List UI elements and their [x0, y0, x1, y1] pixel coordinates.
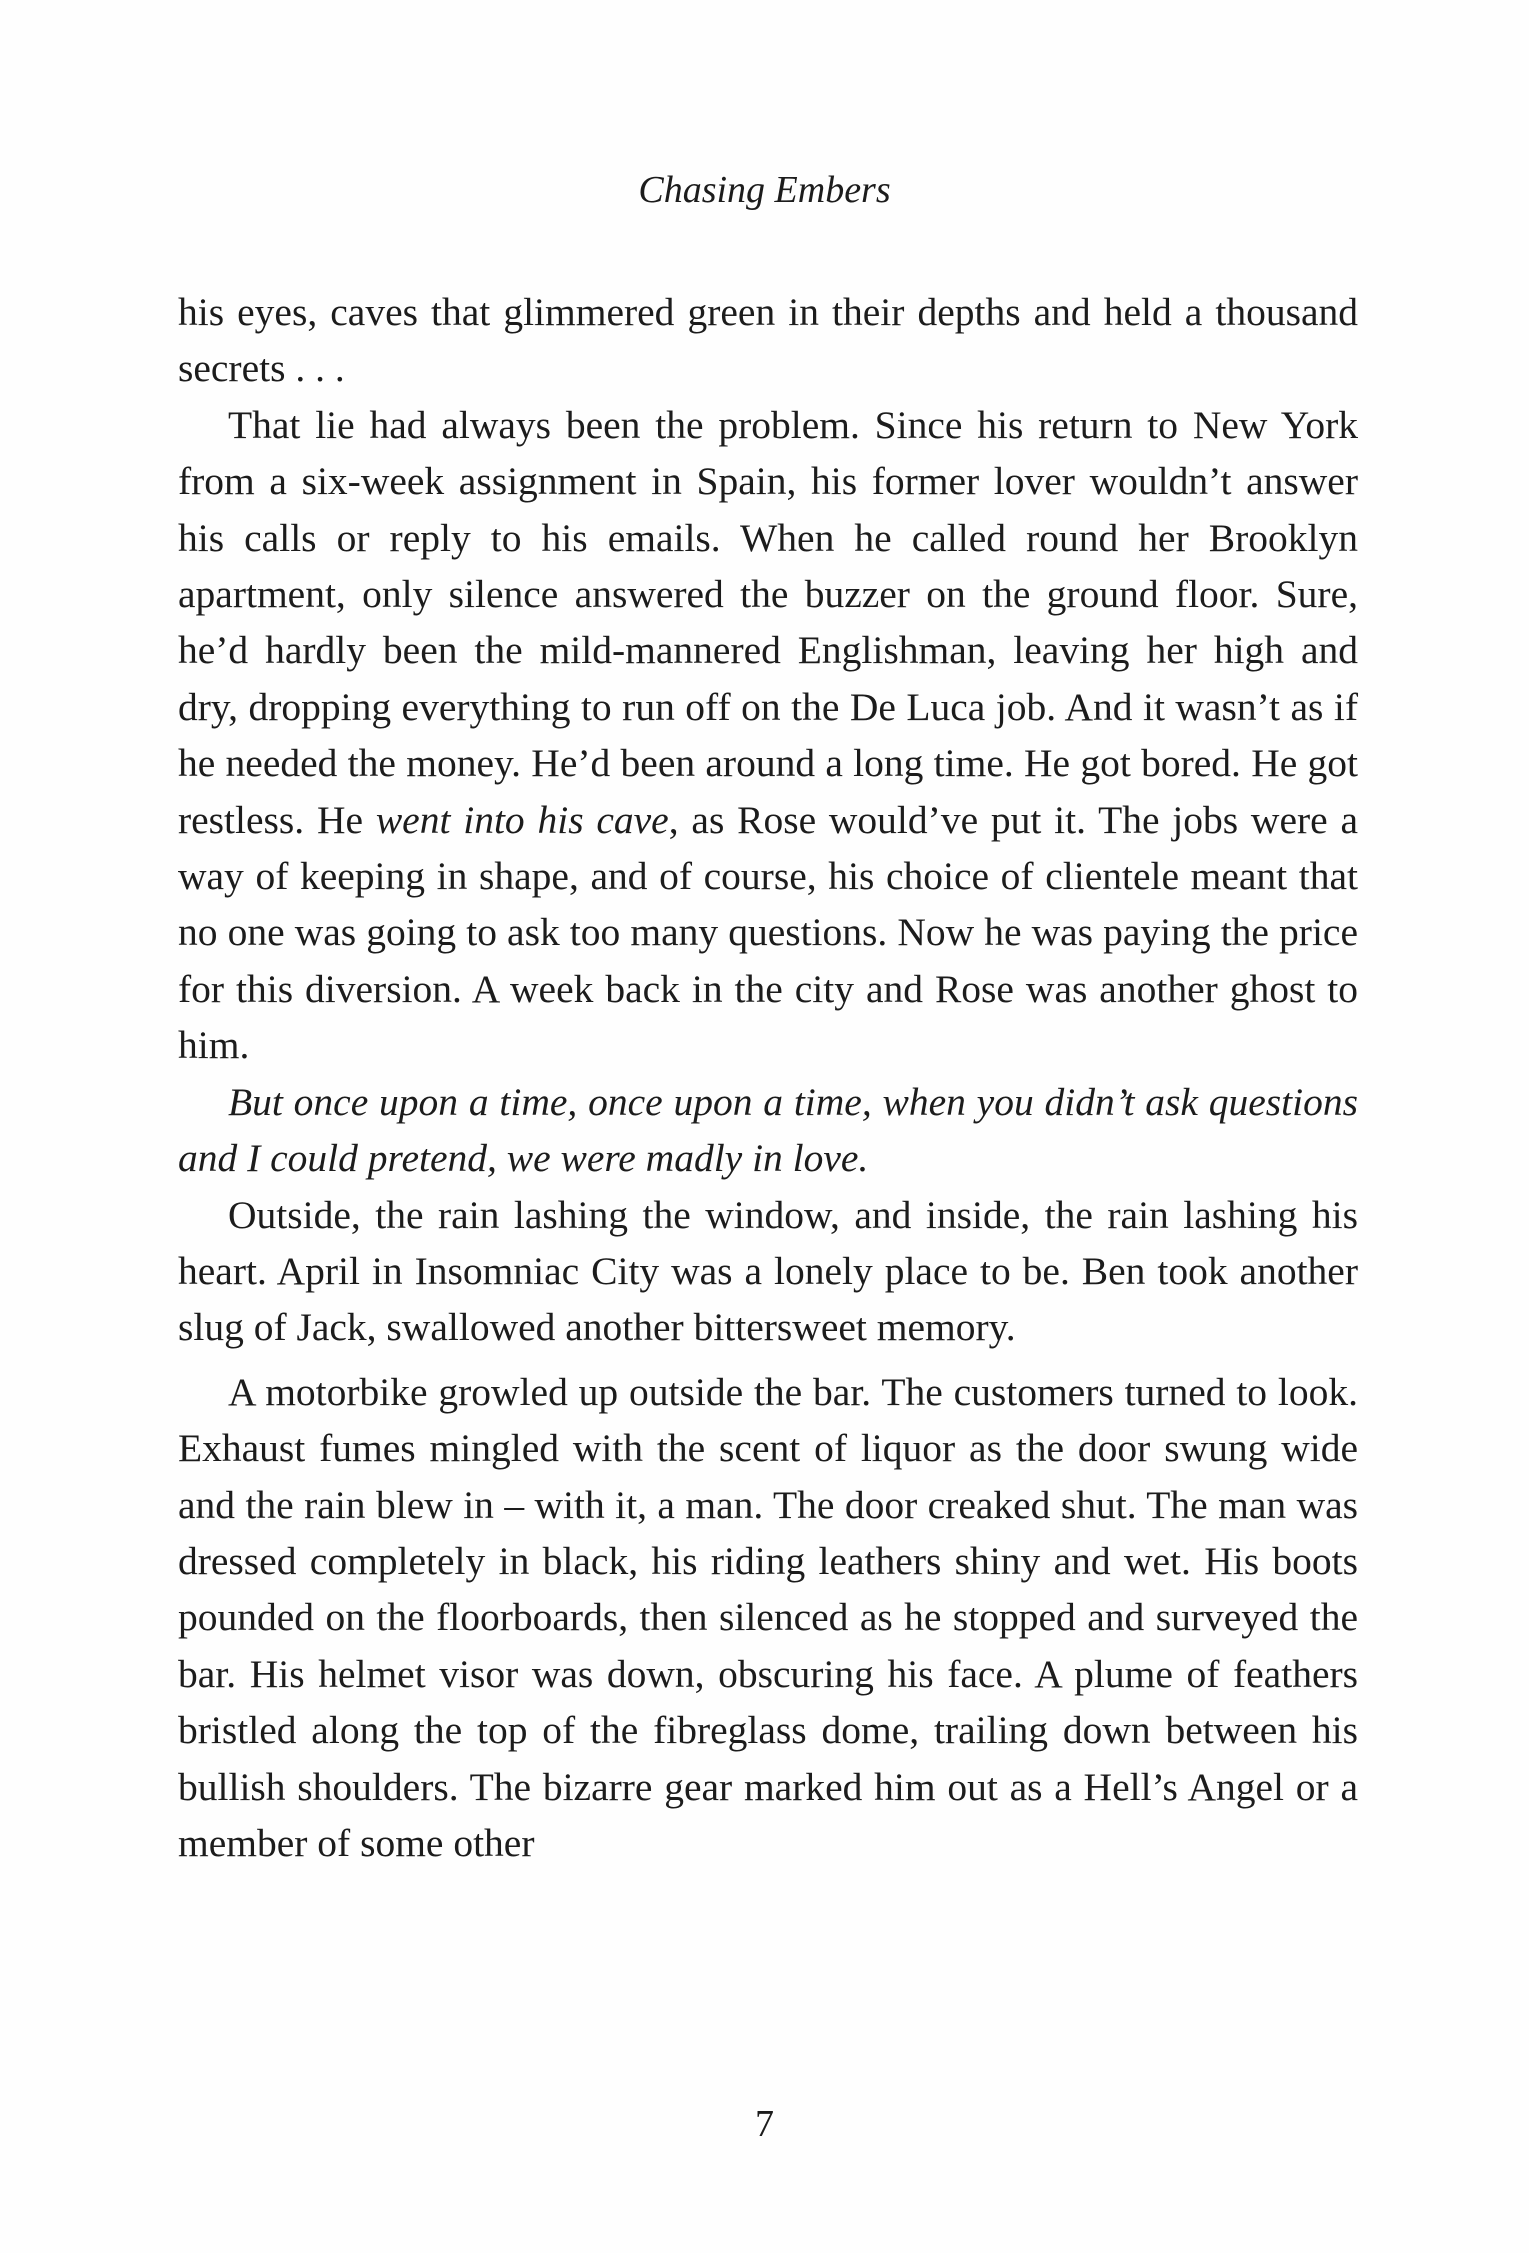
page-number: 7 [755, 2103, 774, 2145]
paragraph-4: Outside, the rain lashing the window, and inside, the rain lashing his heart. April in Insomniac City was a lonely place to be. Ben took another slug of Jack, swallowed another bittersweet memory. [178, 1192, 1358, 1350]
paragraph-5: A motorbike growled up outside the bar. The customers turned to look. Exhaust fumes mingled with the scent of liquor as the door swung wide and the rain blew in – with it, a man. The door creaked shut. The man was dressed completely in black, his riding leathers shiny and wet. His boots pounded on the floorboards, then silenced as he stopped and surveyed the bar. His helmet visor was down, obscuring his face. A plume of feathers bristled along the top of the fibreglass dome, trailing down between his bullish shoulders. The bizarre gear marked him out as a Hell’s Angel or a member of some other [178, 1369, 1358, 1865]
paragraph-2-part-1: That lie had always been the problem. Since his return to New York from a six-week assignment in Spain, his former lover wouldn’t answer his calls or reply to his emails. When he called round her Brooklyn apartment, only silence answered the buzzer on the ground floor. Sure, he’d hardly been the mild-mannered Englishman, leaving her high and dry, dropping everything to run off on the De Luca job. And it wasn’t as if he needed the money. He’d been around a long time. He got bored. He got restless. He [178, 402, 1358, 842]
paragraph-1: his eyes, caves that glimmered green in their depths and held a thousand secrets . . . [178, 290, 1358, 391]
italic-phrase: went into his cave [375, 797, 669, 842]
paragraph-2-part-2: , as Rose would’ve put it. The jobs were a way of keeping in shape, and of course, his choice of clientele meant that no one was going to ask too many questions. Now he was paying the price for this diversion. A week back in the city and Rose was another ghost to him. [178, 797, 1359, 1068]
paragraph-2 [178, 397, 1358, 1074]
running-head: Chasing Embers [638, 169, 891, 211]
paragraph-italic-memory: But once upon a time, once upon a time, when you didn’t ask questions and I could pretend, we were madly in love. [178, 1079, 1358, 1181]
body-text [178, 284, 1358, 1871]
